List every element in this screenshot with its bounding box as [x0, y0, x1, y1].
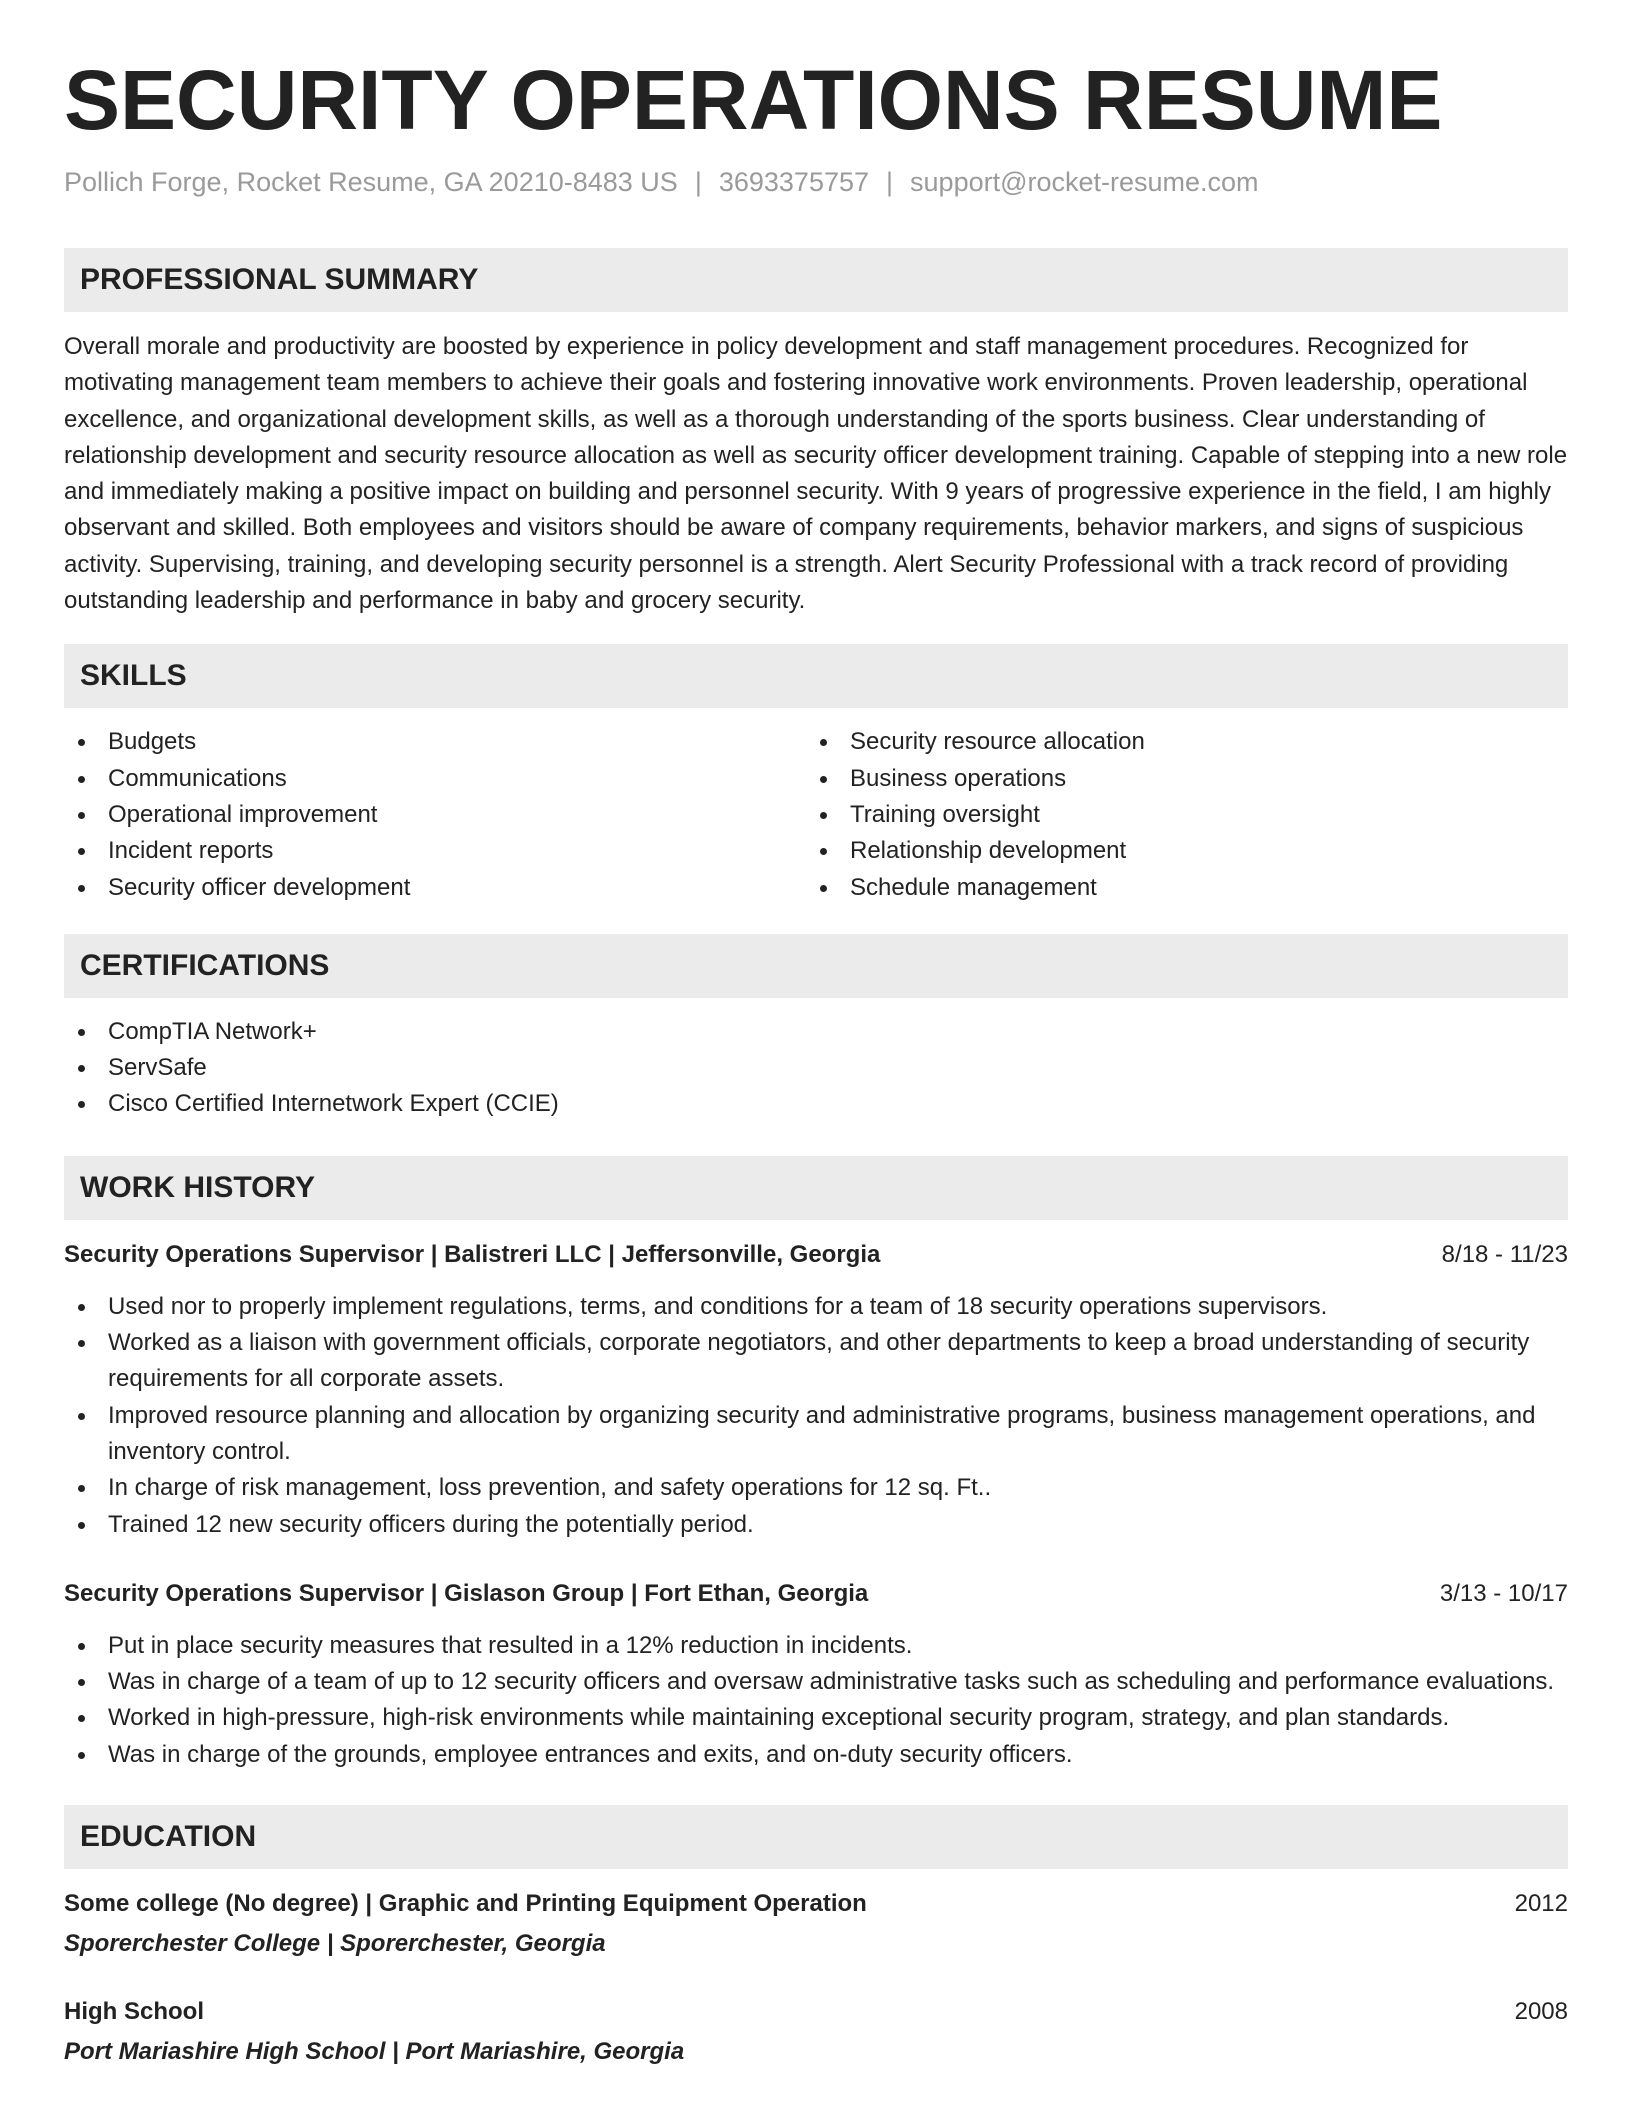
contact-separator: | — [694, 167, 702, 197]
certification-item: ServSafe — [64, 1050, 1568, 1086]
contact-email: support@rocket-resume.com — [910, 167, 1259, 197]
job-dates: 3/13 - 10/17 — [1439, 1579, 1568, 1607]
skill-item: Training oversight — [806, 797, 1548, 833]
certification-item: Cisco Certified Internetwork Expert (CCIE) — [64, 1086, 1568, 1122]
contact-separator: | — [886, 167, 894, 197]
education-title: Some college (No degree) | Graphic and Printing Equipment Operation — [64, 1890, 867, 1918]
education-heading: EDUCATION — [64, 1805, 1568, 1869]
work-heading: WORK HISTORY — [64, 1156, 1568, 1220]
job-bullet: Improved resource planning and allocation by organizing security and administrative programs, business management operations, and inventory control. — [64, 1398, 1568, 1471]
job-bullet: Worked in high-pressure, high-risk environments while maintaining exceptional security program, strategy, and plan standards. — [64, 1700, 1568, 1736]
skill-item: Budgets — [64, 724, 806, 760]
work-section — [64, 1156, 1568, 1773]
job-bullet: Was in charge of the grounds, employee entrances and exits, and on-duty security officers. — [64, 1737, 1568, 1773]
skills-section — [64, 644, 1568, 905]
skills-grid — [64, 724, 1568, 905]
skills-list-right — [806, 724, 1548, 905]
skill-item: Relationship development — [806, 833, 1548, 869]
resume-title: SECURITY OPERATIONS RESUME — [64, 53, 1443, 147]
job-bullets — [64, 1289, 1568, 1543]
job-header — [64, 1576, 1568, 1612]
job-title: Security Operations Supervisor | Gislason Group | Fort Ethan, Georgia — [64, 1579, 869, 1607]
certifications-heading: CERTIFICATIONS — [64, 934, 1568, 998]
job-entry — [64, 1576, 1568, 1773]
contact-address: Pollich Forge, Rocket Resume, GA 20210-8483 US — [64, 167, 678, 197]
job-bullet: Worked as a liaison with government officials, corporate negotiators, and other departments to keep a broad understanding of security requirements for all corporate assets. — [64, 1325, 1568, 1398]
job-bullet: Used nor to properly implement regulations, terms, and conditions for a team of 18 security operations supervisors. — [64, 1289, 1568, 1325]
job-header — [64, 1237, 1568, 1273]
job-bullets — [64, 1628, 1568, 1773]
skill-item: Communications — [64, 761, 806, 797]
contact-phone: 3693375757 — [718, 167, 870, 197]
job-title: Security Operations Supervisor | Balistreri LLC | Jeffersonville, Georgia — [64, 1240, 881, 1268]
skill-item: Incident reports — [64, 833, 806, 869]
education-section — [64, 1805, 1568, 2070]
education-entry — [64, 1886, 1568, 1962]
skills-heading: SKILLS — [64, 644, 1568, 708]
skill-item: Schedule management — [806, 870, 1548, 906]
education-school: Port Mariashire High School | Port Mariashire, Georgia — [64, 2038, 685, 2066]
job-bullet: In charge of risk management, loss prevention, and safety operations for 12 sq. Ft.. — [64, 1470, 1568, 1506]
summary-section — [64, 248, 1568, 619]
summary-text: Overall morale and productivity are boosted by experience in policy development and staff management procedures. Recognized for motivating management team members to achieve their goals and fostering innovative work environments. Proven leadership, operational excellence, and organizational development skills, as well as a thorough understanding of the sports business. Clear understanding of relationship development and security resource allocation as well as security officer development training. Capable of stepping into a new role and immediately making a positive impact on building and personnel security. With 9 years of progressive experience in the field, I am highly observant and skilled. Both employees and visitors should be aware of company requirements, behavior markers, and signs of suspicious activity. Supervising, training, and developing security personnel is a strength. Alert Security Professional with a track record of providing outstanding leadership and performance in baby and grocery security. — [64, 333, 1568, 615]
job-bullet: Was in charge of a team of up to 12 security officers and oversaw administrative tasks such as scheduling and performance evaluations. — [64, 1664, 1568, 1700]
education-year: 2008 — [1514, 1998, 1568, 2026]
summary-heading: PROFESSIONAL SUMMARY — [64, 248, 1568, 312]
education-entry — [64, 1994, 1568, 2070]
skill-item: Security resource allocation — [806, 724, 1548, 760]
certifications-section — [64, 934, 1568, 1123]
education-school: Sporerchester College | Sporerchester, Georgia — [64, 1930, 606, 1958]
job-bullet: Put in place security measures that resulted in a 12% reduction in incidents. — [64, 1628, 1568, 1664]
certification-item: CompTIA Network+ — [64, 1014, 1568, 1050]
education-header — [64, 1886, 1568, 1922]
education-year: 2012 — [1514, 1890, 1568, 1918]
job-entry — [64, 1237, 1568, 1543]
job-bullet: Trained 12 new security officers during the potentially period. — [64, 1507, 1568, 1543]
contact-line — [64, 164, 1568, 200]
certifications-list — [64, 1014, 1568, 1123]
skill-item: Security officer development — [64, 870, 806, 906]
skill-item: Operational improvement — [64, 797, 806, 833]
job-dates: 8/18 - 11/23 — [1441, 1240, 1568, 1268]
skills-list-left — [64, 724, 806, 905]
education-header — [64, 1994, 1568, 2030]
education-title: High School — [64, 1998, 204, 2026]
skill-item: Business operations — [806, 761, 1548, 797]
